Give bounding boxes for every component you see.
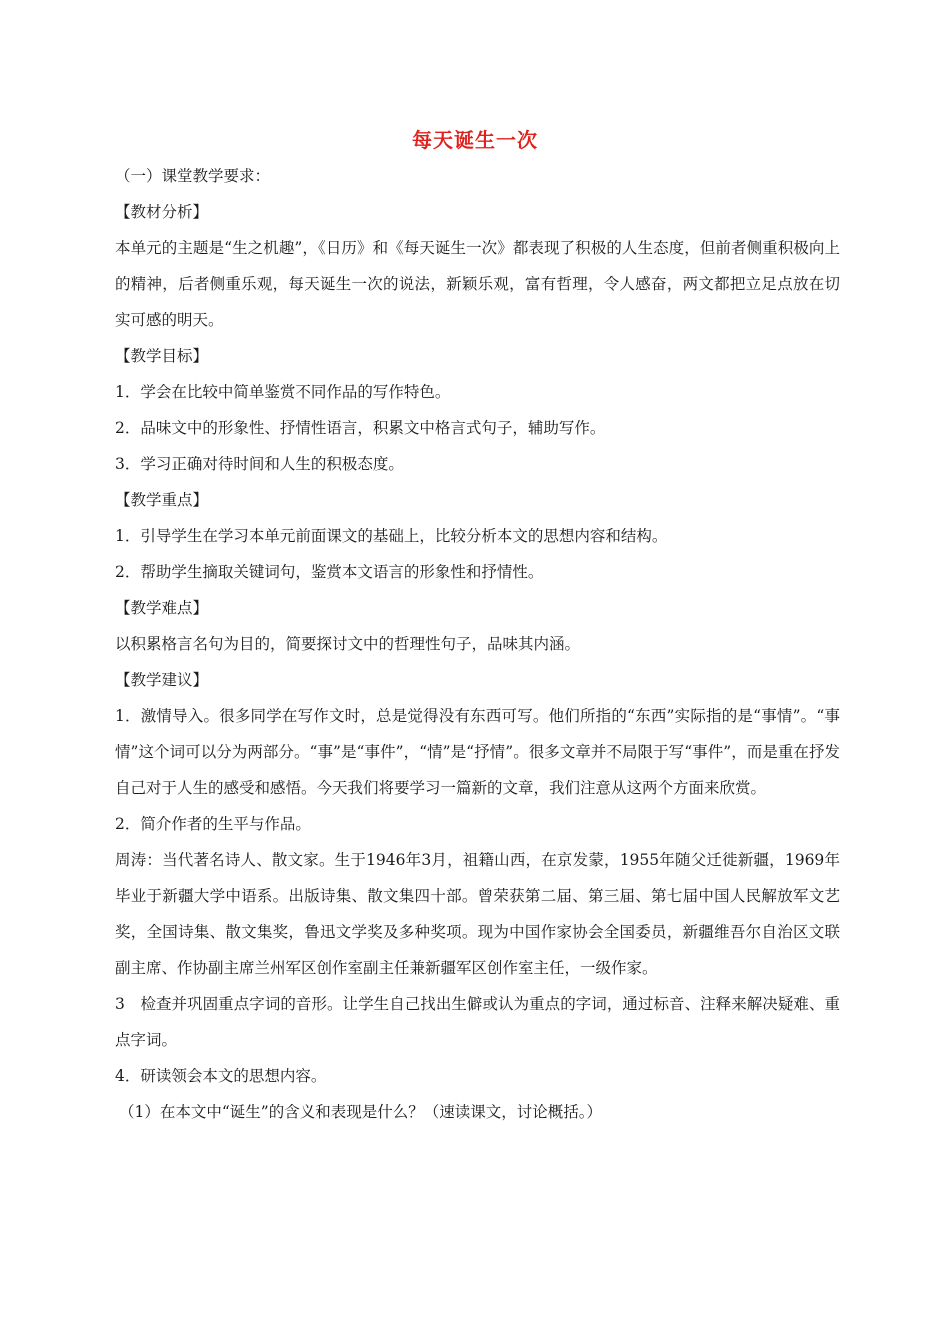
- focus-item: 1．引导学生在学习本单元前面课文的基础上，比较分析本文的思想内容和结构。: [115, 527, 668, 545]
- heading-teaching-focus: 【教学重点】: [115, 491, 209, 509]
- goal-item: 3．学习正确对待时间和人生的积极态度。: [115, 455, 404, 473]
- suggestion-4: 4．研读领会本文的思想内容。: [115, 1067, 327, 1085]
- heading-teaching-goals: 【教学目标】: [115, 347, 209, 365]
- difficulty-text: 以积累格言名句为目的，简要探讨文中的哲理性句子，品味其内涵。: [115, 635, 581, 653]
- section-label: （一）课堂教学要求：: [115, 167, 271, 185]
- heading-material-analysis: 【教材分析】: [115, 203, 209, 221]
- focus-item: 2．帮助学生摘取关键词句，鉴赏本文语言的形象性和抒情性。: [115, 563, 544, 581]
- material-analysis-text: 本单元的主题是“生之机趣”，《日历》和《每天诞生一次》都表现了积极的人生态度，但前者侧重积极向上的精神，后者侧重乐观，每天诞生一次的说法，新颖乐观，富有哲理，令人感奋，两文都把立足点放在切实可感的明天。: [115, 239, 840, 329]
- suggestion-4-1: （1）在本文中“诞生”的含义和表现是什么？（速读课文，讨论概括。）: [119, 1103, 602, 1121]
- goal-item: 1．学会在比较中简单鉴赏不同作品的写作特色。: [115, 383, 451, 401]
- heading-teaching-suggestions: 【教学建议】: [115, 671, 209, 689]
- goal-item: 2．品味文中的形象性、抒情性语言，积累文中格言式句子，辅助写作。: [115, 419, 606, 437]
- document-title: 每天诞生一次: [412, 128, 538, 152]
- suggestion-2: 2．简介作者的生平与作品。: [115, 815, 311, 833]
- document-body: [115, 158, 840, 1130]
- heading-teaching-difficulty: 【教学难点】: [115, 599, 209, 617]
- suggestion-1: 1．激情导入。很多同学在写作文时，总是觉得没有东西可写。他们所指的“东西”实际指的是“事情”。“事情”这个词可以分为两部分。“事”是“事件”，“情”是“抒情”。很多文章并不局限于写“事件”，而是重在抒发自己对于人生的感受和感悟。今天我们将要学习一篇新的文章，我们注意从这两个方面来欣赏。: [115, 707, 840, 797]
- suggestion-3: 3 检查并巩固重点字词的音形。让学生自己找出生僻或认为重点的字词，通过标音、注释来解决疑难、重点字词。: [115, 995, 840, 1049]
- author-introduction: 周涛：当代著名诗人、散文家。生于1946年3月，祖籍山西，在京发蒙，1955年随父迁徙新疆，1969年毕业于新疆大学中语系。出版诗集、散文集四十部。曾荣获第二届、第三届、第七届中国人民解放军文艺奖，全国诗集、散文集奖，鲁迅文学奖及多种奖项。现为中国作家协会全国委员，新疆维吾尔自治区文联副主席、作协副主席兰州军区创作室副主任兼新疆军区创作室主任，一级作家。: [115, 851, 840, 977]
